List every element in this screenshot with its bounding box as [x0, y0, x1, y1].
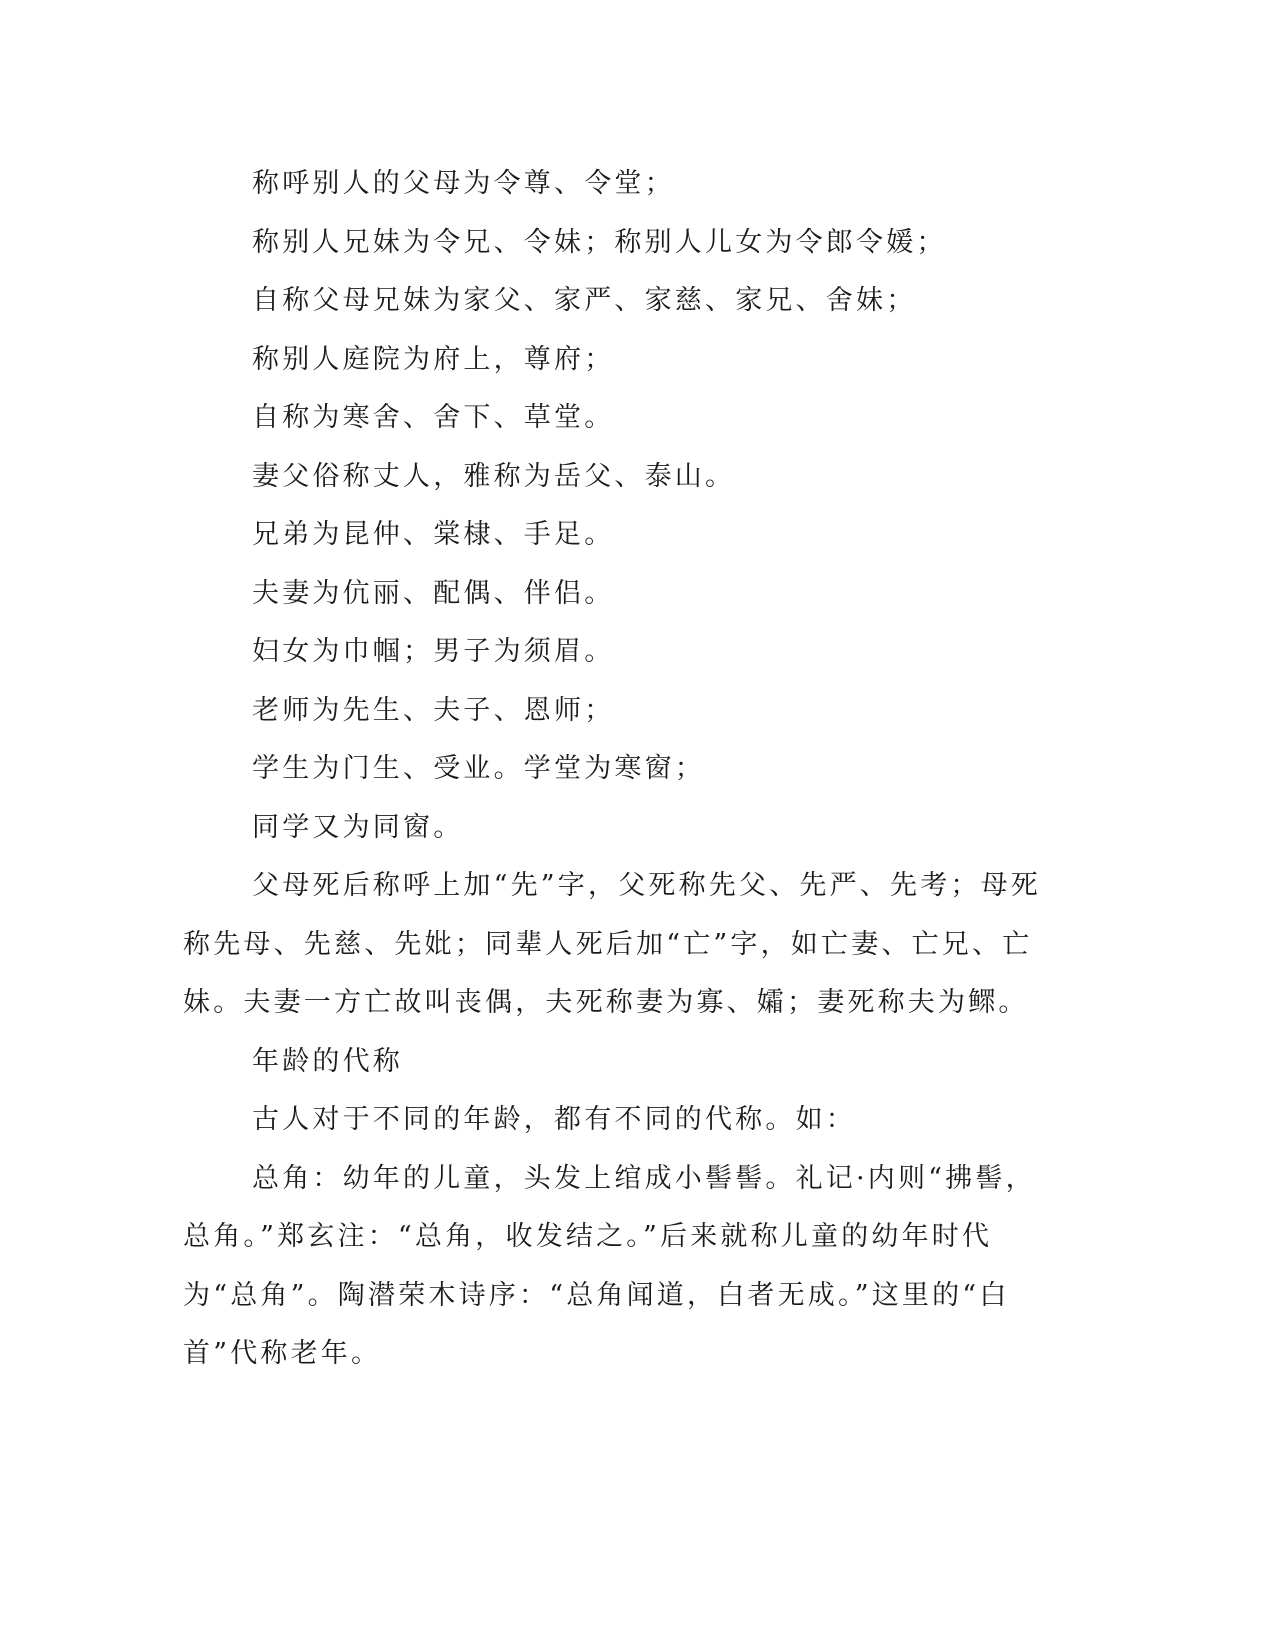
document-body [183, 155, 1063, 1384]
paragraph: 夫妻为伉丽、配偶、伴侣。 [252, 577, 615, 609]
section-heading: 年龄的代称 [252, 1045, 403, 1077]
paragraph: 称别人庭院为府上，尊府； [252, 343, 615, 375]
paragraph: 妻父俗称丈人，雅称为岳父、泰山。 [252, 460, 736, 492]
paragraph: 兄弟为昆仲、棠棣、手足。 [252, 519, 615, 550]
paragraph: 称呼别人的父母为令尊、令堂； [252, 168, 675, 199]
paragraph: 学生为门生、受业。学堂为寒窗； [252, 753, 705, 784]
paragraph: 妇女为巾帼；男子为须眉。 [252, 636, 615, 667]
paragraph: 称别人兄妹为令兄、令妹；称别人儿女为令郎令媛； [252, 226, 947, 258]
paragraph: 自称父母兄妹为家父、家严、家慈、家兄、舍妹； [252, 285, 917, 316]
paragraph: 同学又为同窗。 [252, 811, 464, 843]
paragraph: 父母死后称呼上加“先”字，父死称先父、先严、先考；母死称先母、先慈、先妣；同辈人死后加“亡”字，如亡妻、亡兄、亡妹。夫妻一方亡故叫丧偶，夫死称妻为寡、孀；妻死称夫为鳏。 [183, 870, 1042, 1018]
paragraph: 老师为先生、夫子、恩师； [252, 694, 615, 726]
paragraph: 古人对于不同的年龄，都有不同的代称。如： [252, 1104, 856, 1135]
paragraph: 总角：幼年的儿童，头发上绾成小髻髻。礼记·内则“拂髻，总角。”郑玄注：“总角，收发结之。”后来就称儿童的幼年时代为“总角”。陶潜荣木诗序：“总角闻道，白者无成。”这里的“白首”代称老年。 [183, 1162, 1036, 1369]
paragraph: 自称为寒舍、舍下、草堂。 [252, 402, 615, 433]
